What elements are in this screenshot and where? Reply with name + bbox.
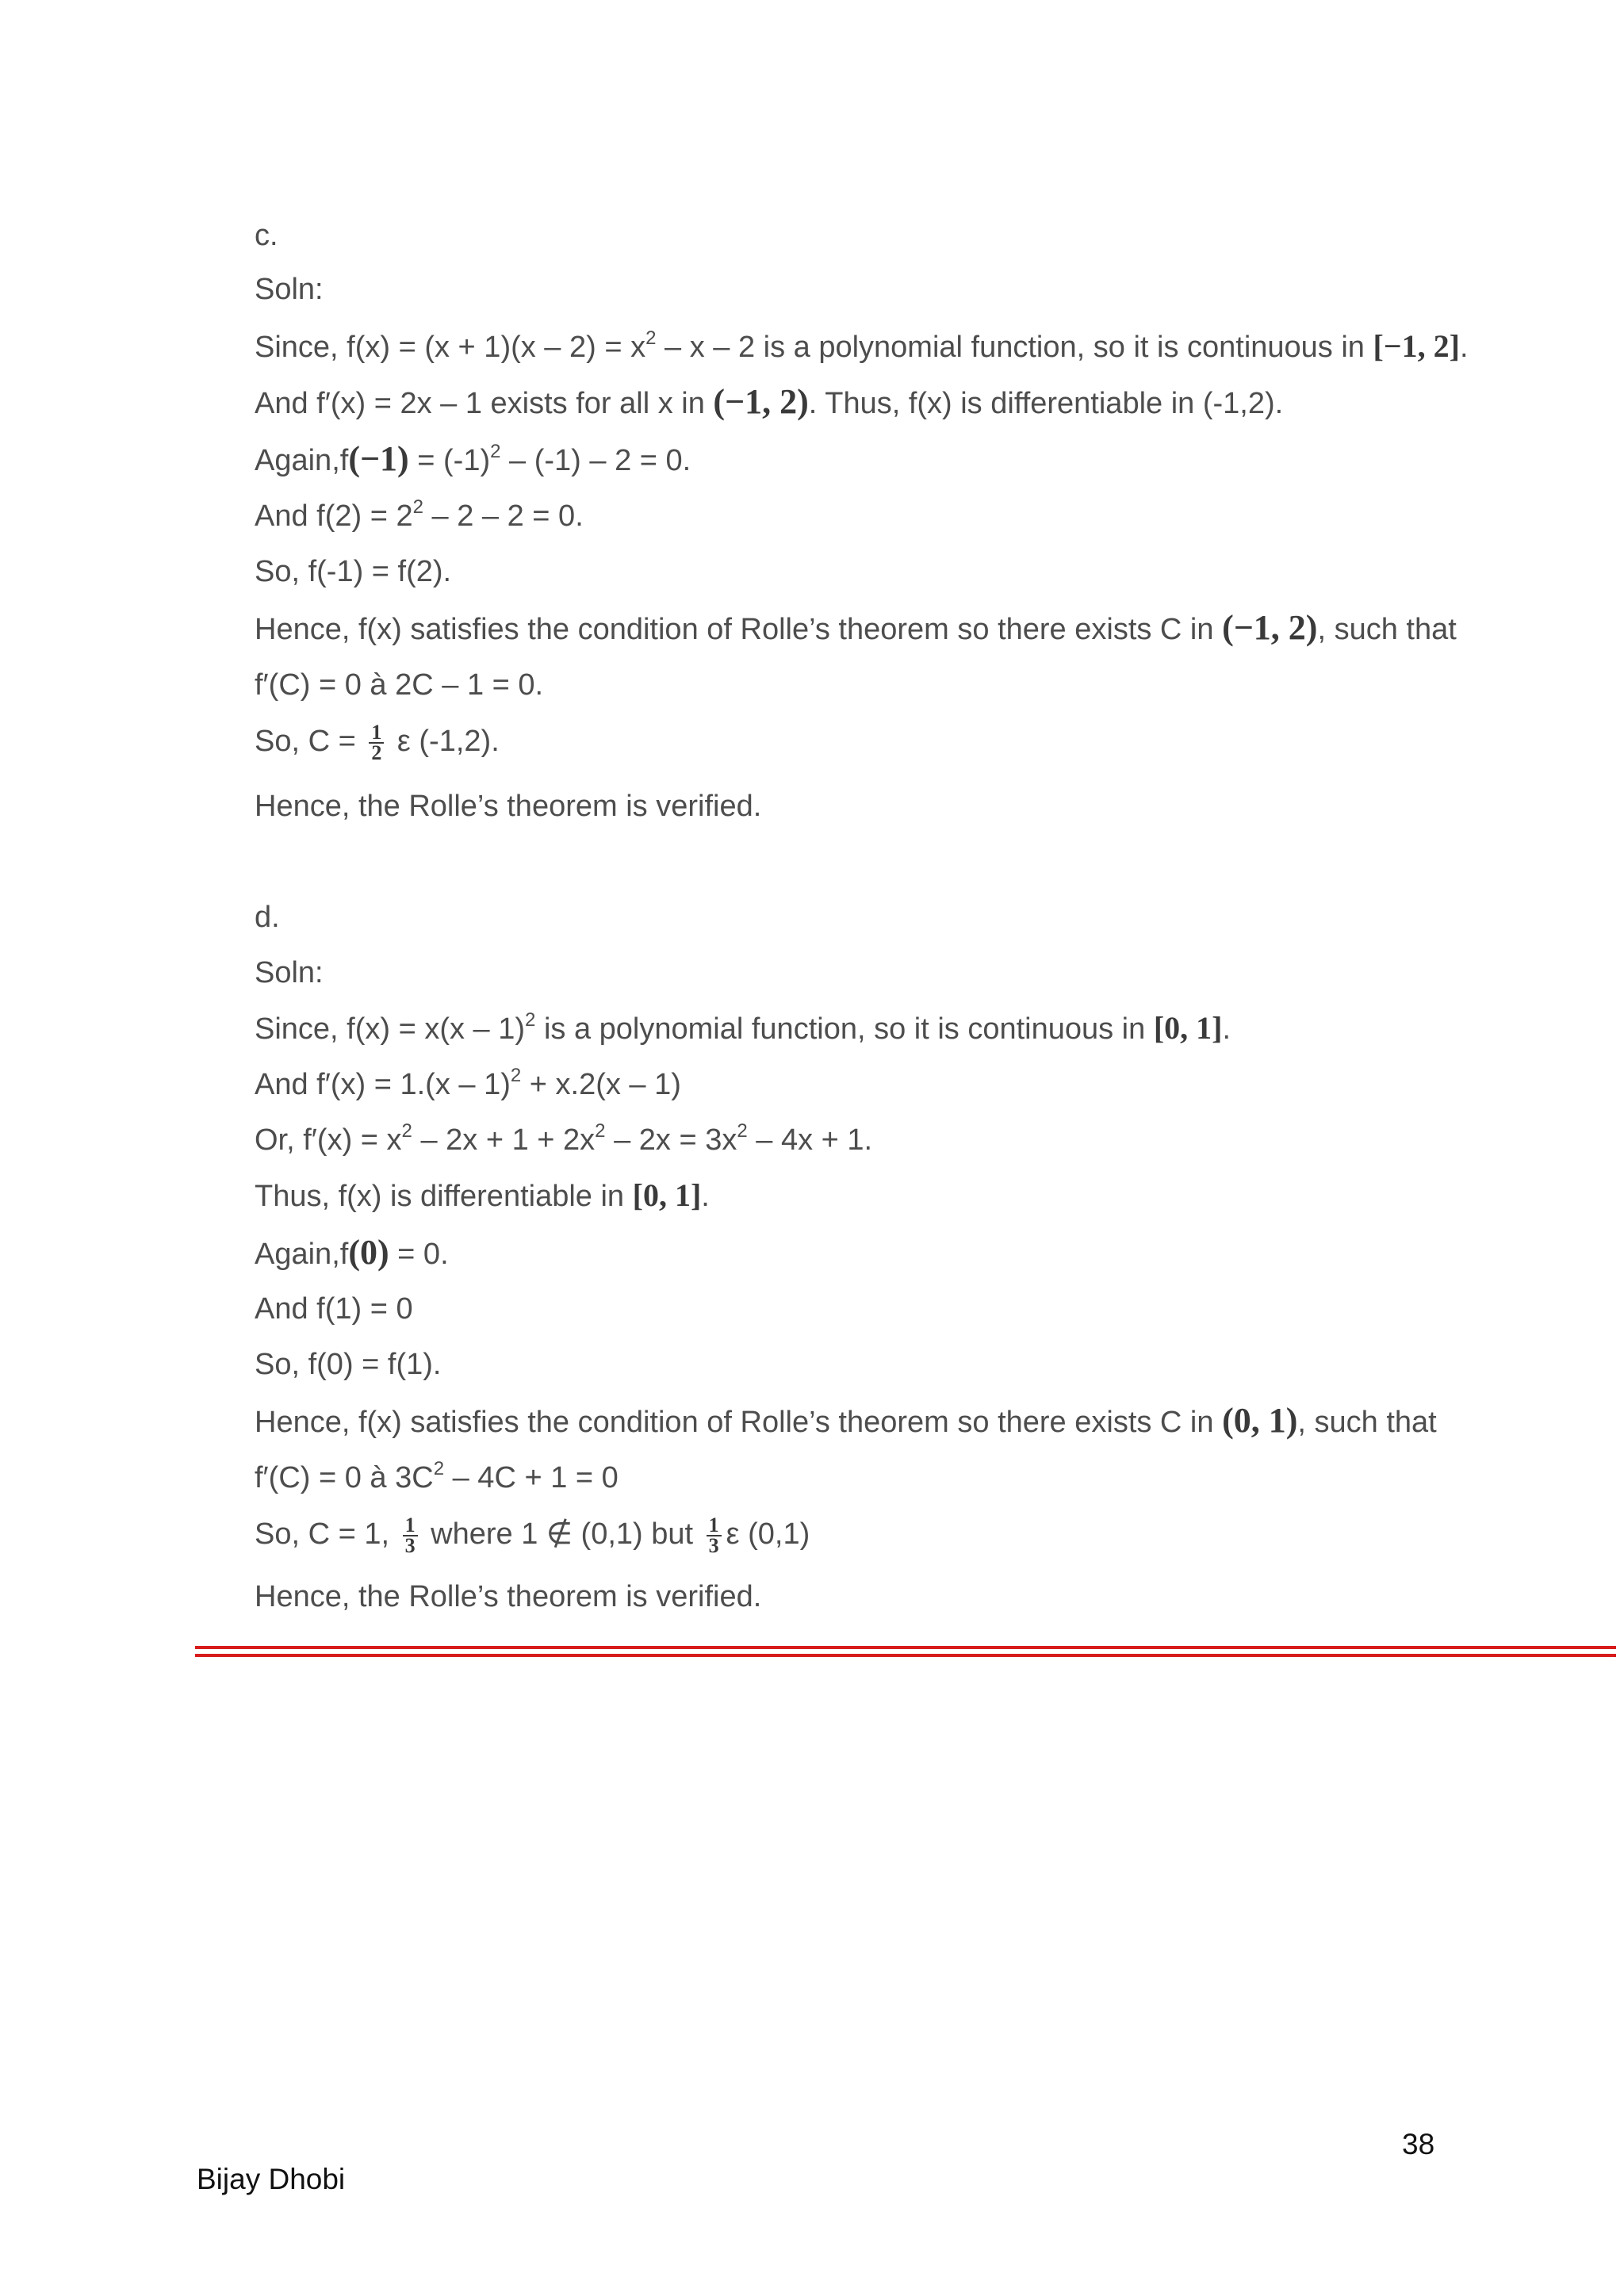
part-c-label: c.	[255, 219, 278, 252]
part-d-line-derivative: And f′(x) = 1.(x – 1)$^2$ + x.2(x – 1)	[255, 1065, 681, 1101]
fraction-one-half: $\frac{1}{2}$	[369, 723, 384, 763]
part-c-line-f-minus-one: Again,f(−1) = $(-1)^2 - (-1) - 2 = 0$.	[255, 439, 691, 478]
part-c-line-continuity: Since, $f(x) = (x + 1)(x - 2) = x^2 - x - 2$ is a polynomial function, so it is continuous in [−1, 2].	[255, 327, 1469, 364]
part-d-line-f-zero: Again,f(0) = 0.	[255, 1233, 449, 1272]
part-c-line-derivative: And f′(x) = 2x – 1 exists for all x in (−1, 2). Thus, f(x) is differentiable in (-1,2).	[255, 382, 1284, 421]
part-c-soln-heading: Soln:	[255, 273, 324, 306]
fraction-one-third: $\frac{1}{3}$	[707, 1516, 722, 1556]
part-d-line-derivative-expanded: Or, $f'(x) = x^2 - 2x + 1 + 2x^2 - 2x = 3x^2 - 4x + 1$.	[255, 1120, 873, 1157]
page-number: 38	[1402, 2128, 1435, 2160]
part-c-line-derivative-zero: f′(C) = 0 à 2C – 1 = 0.	[255, 668, 544, 702]
part-c-line-f-two: And $f(2) = 2^2 - 2 - 2 = 0$.	[255, 496, 584, 533]
fraction-one-third: $\frac{1}{3}$	[403, 1516, 418, 1556]
part-c-line-c-value: So, C = $\frac{1}{2}$ ε (-1,2).	[255, 721, 500, 764]
part-d-soln-heading: Soln:	[255, 956, 324, 989]
part-d-line-differentiable: Thus, f(x) is differentiable in [0, 1].	[255, 1177, 710, 1213]
part-d-line-continuity: Since, f(x) = x(x – 1)$^2$ is a polynomial function, so it is continuous in [0, 1].	[255, 1009, 1231, 1046]
part-d-line-derivative-zero: f′(C) = 0 à $3C^2 - 4C + 1 = 0$	[255, 1458, 619, 1494]
part-d-line-f-one: And f(1) = 0	[255, 1292, 413, 1326]
part-d-line-c-values: So, C = 1, $\frac{1}{3}$ where 1 ∉ (0,1) but $\frac{1}{3}$ ε (0,1)	[255, 1513, 810, 1557]
footer-rule-bottom	[195, 1654, 1616, 1657]
part-c-line-equality: So, f(-1) = f(2).	[255, 555, 452, 588]
part-d-line-conclusion: Hence, the Rolle’s theorem is verified.	[255, 1580, 762, 1613]
part-d-line-rolle-condition: Hence, f(x) satisfies the condition of Rolle’s theorem so there exists C in (0, 1), such that	[255, 1401, 1437, 1440]
part-d-label: d.	[255, 901, 280, 934]
author-name: Bijay Dhobi	[197, 2163, 346, 2195]
part-c-line-rolle-condition: Hence, f(x) satisfies the condition of Rolle’s theorem so there exists C in (−1, 2), such that	[255, 608, 1457, 647]
part-c-line-conclusion: Hence, the Rolle’s theorem is verified.	[255, 790, 762, 823]
footer-rule-top	[195, 1646, 1616, 1649]
part-d-line-equality: So, f(0) = f(1).	[255, 1348, 442, 1381]
